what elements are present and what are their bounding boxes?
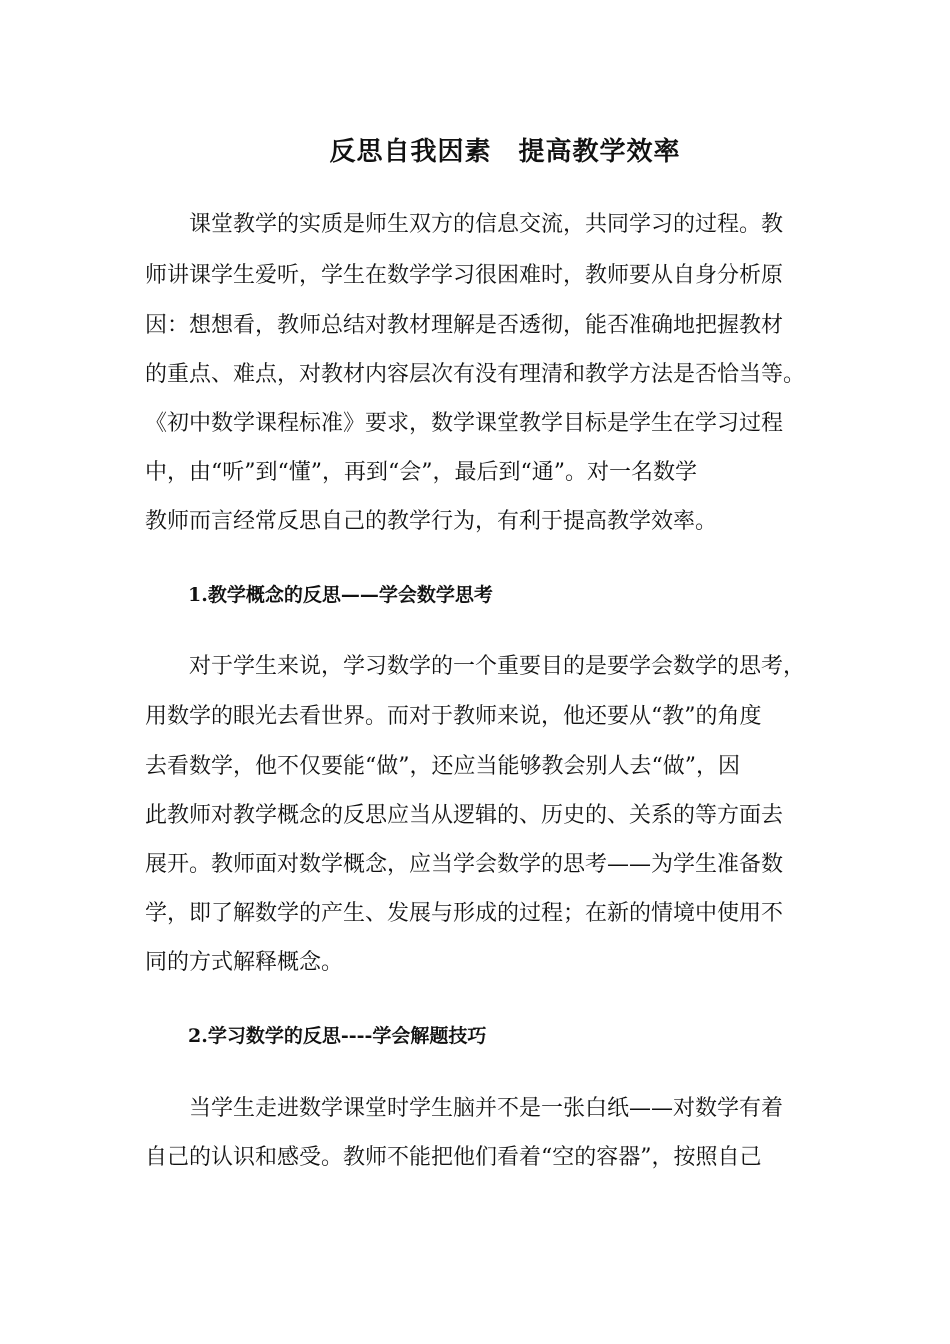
section-2-line: 自己的认识和感受。教师不能把他们看着“空的容器”，按照自己 [145,1145,762,1170]
section-1-line: 此教师对教学概念的反思应当从逻辑的、历史的、关系的等方面去 [145,803,784,828]
intro-line: 课堂教学的实质是师生双方的信息交流，共同学习的过程。教 [145,212,784,237]
section-1-heading: 1.教学概念的反思——学会数学思考 [188,584,493,606]
section-1-line: 展开。教师面对数学概念，应当学会数学的思考——为学生准备数 [145,852,784,877]
section-1-line: 学，即了解数学的产生、发展与形成的过程；在新的情境中使用不 [145,901,784,926]
intro-line: 师讲课学生爱听，学生在数学学习很困难时，教师要从自身分析原 [145,263,784,288]
intro-line: 中，由“听”到“懂”，再到“会”，最后到“通”。对一名数学 [145,460,697,485]
intro-line: 教师而言经常反思自己的教学行为，有利于提高教学效率。 [145,509,718,534]
intro-line: 因：想想看，教师总结对教材理解是否透彻，能否准确地把握教材 [145,313,784,338]
section-1-line: 对于学生来说，学习数学的一个重要目的是要学会数学的思考， [145,654,806,679]
section-1-line: 去看数学，他不仅要能“做”，还应当能够教会别人去“做”，因 [145,754,740,779]
section-2-heading: 2.学习数学的反思----学会解题技巧 [188,1025,487,1047]
intro-line: 的重点、难点，对教材内容层次有没有理清和教学方法是否恰当等。 [145,362,806,387]
document-title: 反思自我因素 提高教学效率 [329,137,681,167]
section-2-line: 当学生走进数学课堂时学生脑并不是一张白纸——对数学有着 [145,1096,784,1121]
section-1-line: 用数学的眼光去看世界。而对于教师来说，他还要从“教”的角度 [145,704,762,729]
intro-line: 《初中数学课程标准》要求，数学课堂教学目标是学生在学习过程 [145,411,784,436]
section-1-line: 同的方式解释概念。 [145,950,344,975]
